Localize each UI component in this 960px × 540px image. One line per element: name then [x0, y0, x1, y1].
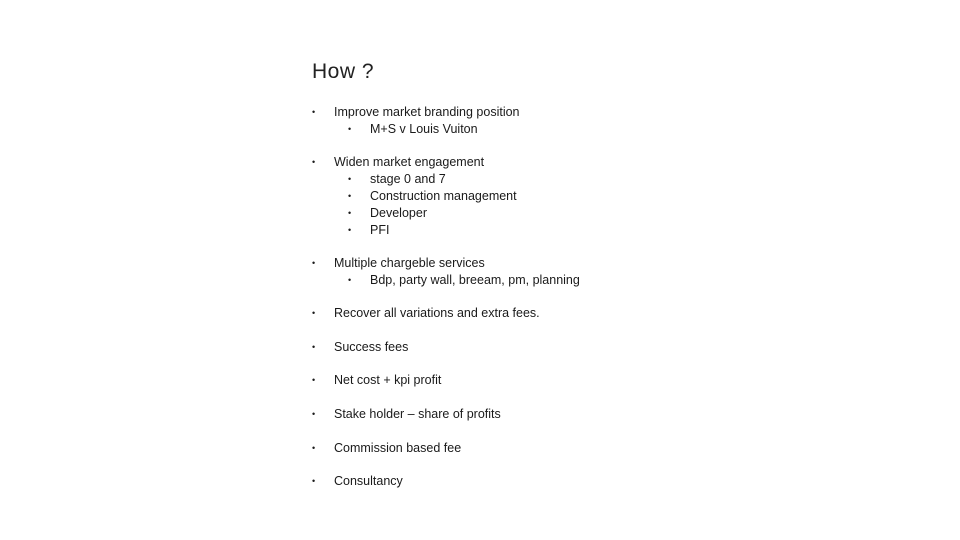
sub-bullet-text: Developer	[370, 206, 427, 220]
bullet-icon: •	[348, 225, 352, 235]
bullet-icon: •	[312, 342, 316, 352]
bullet-text: Commission based fee	[334, 441, 462, 455]
bullet-icon: •	[348, 208, 352, 218]
bullet-icon: •	[348, 191, 352, 201]
bullet-text: Consultancy	[334, 474, 403, 488]
bullet-icon: •	[348, 275, 352, 285]
bullet-text: Recover all variations and extra fees.	[334, 306, 540, 320]
sub-bullet-text: stage 0 and 7	[370, 172, 446, 186]
sub-bullet-text: Bdp, party wall, breeam, pm, planning	[370, 273, 580, 287]
bullet-text: Success fees	[334, 340, 409, 354]
bullet-icon: •	[312, 409, 316, 419]
bullet-icon: •	[312, 375, 316, 385]
bullet-icon: •	[312, 157, 316, 167]
bullet-text: Stake holder – share of profits	[334, 407, 501, 421]
sub-bullet-text: PFI	[370, 223, 390, 237]
bullet-icon: •	[312, 443, 316, 453]
bullet-icon: •	[348, 174, 352, 184]
slide-title: How ?	[312, 60, 375, 83]
bullet-text: Improve market branding position	[334, 105, 520, 119]
bullet-text: Multiple chargeble services	[334, 256, 485, 270]
sub-bullet-text: Construction management	[370, 189, 517, 203]
bullet-icon: •	[312, 258, 316, 268]
bullet-icon: •	[312, 107, 316, 117]
bullet-icon: •	[312, 308, 316, 318]
bullet-icon: •	[312, 476, 316, 486]
sub-bullet-text: M+S v Louis Vuiton	[370, 122, 478, 136]
bullet-text: Net cost + kpi profit	[334, 373, 442, 387]
bullet-text: Widen market engagement	[334, 155, 485, 169]
bullet-icon: •	[348, 124, 352, 134]
